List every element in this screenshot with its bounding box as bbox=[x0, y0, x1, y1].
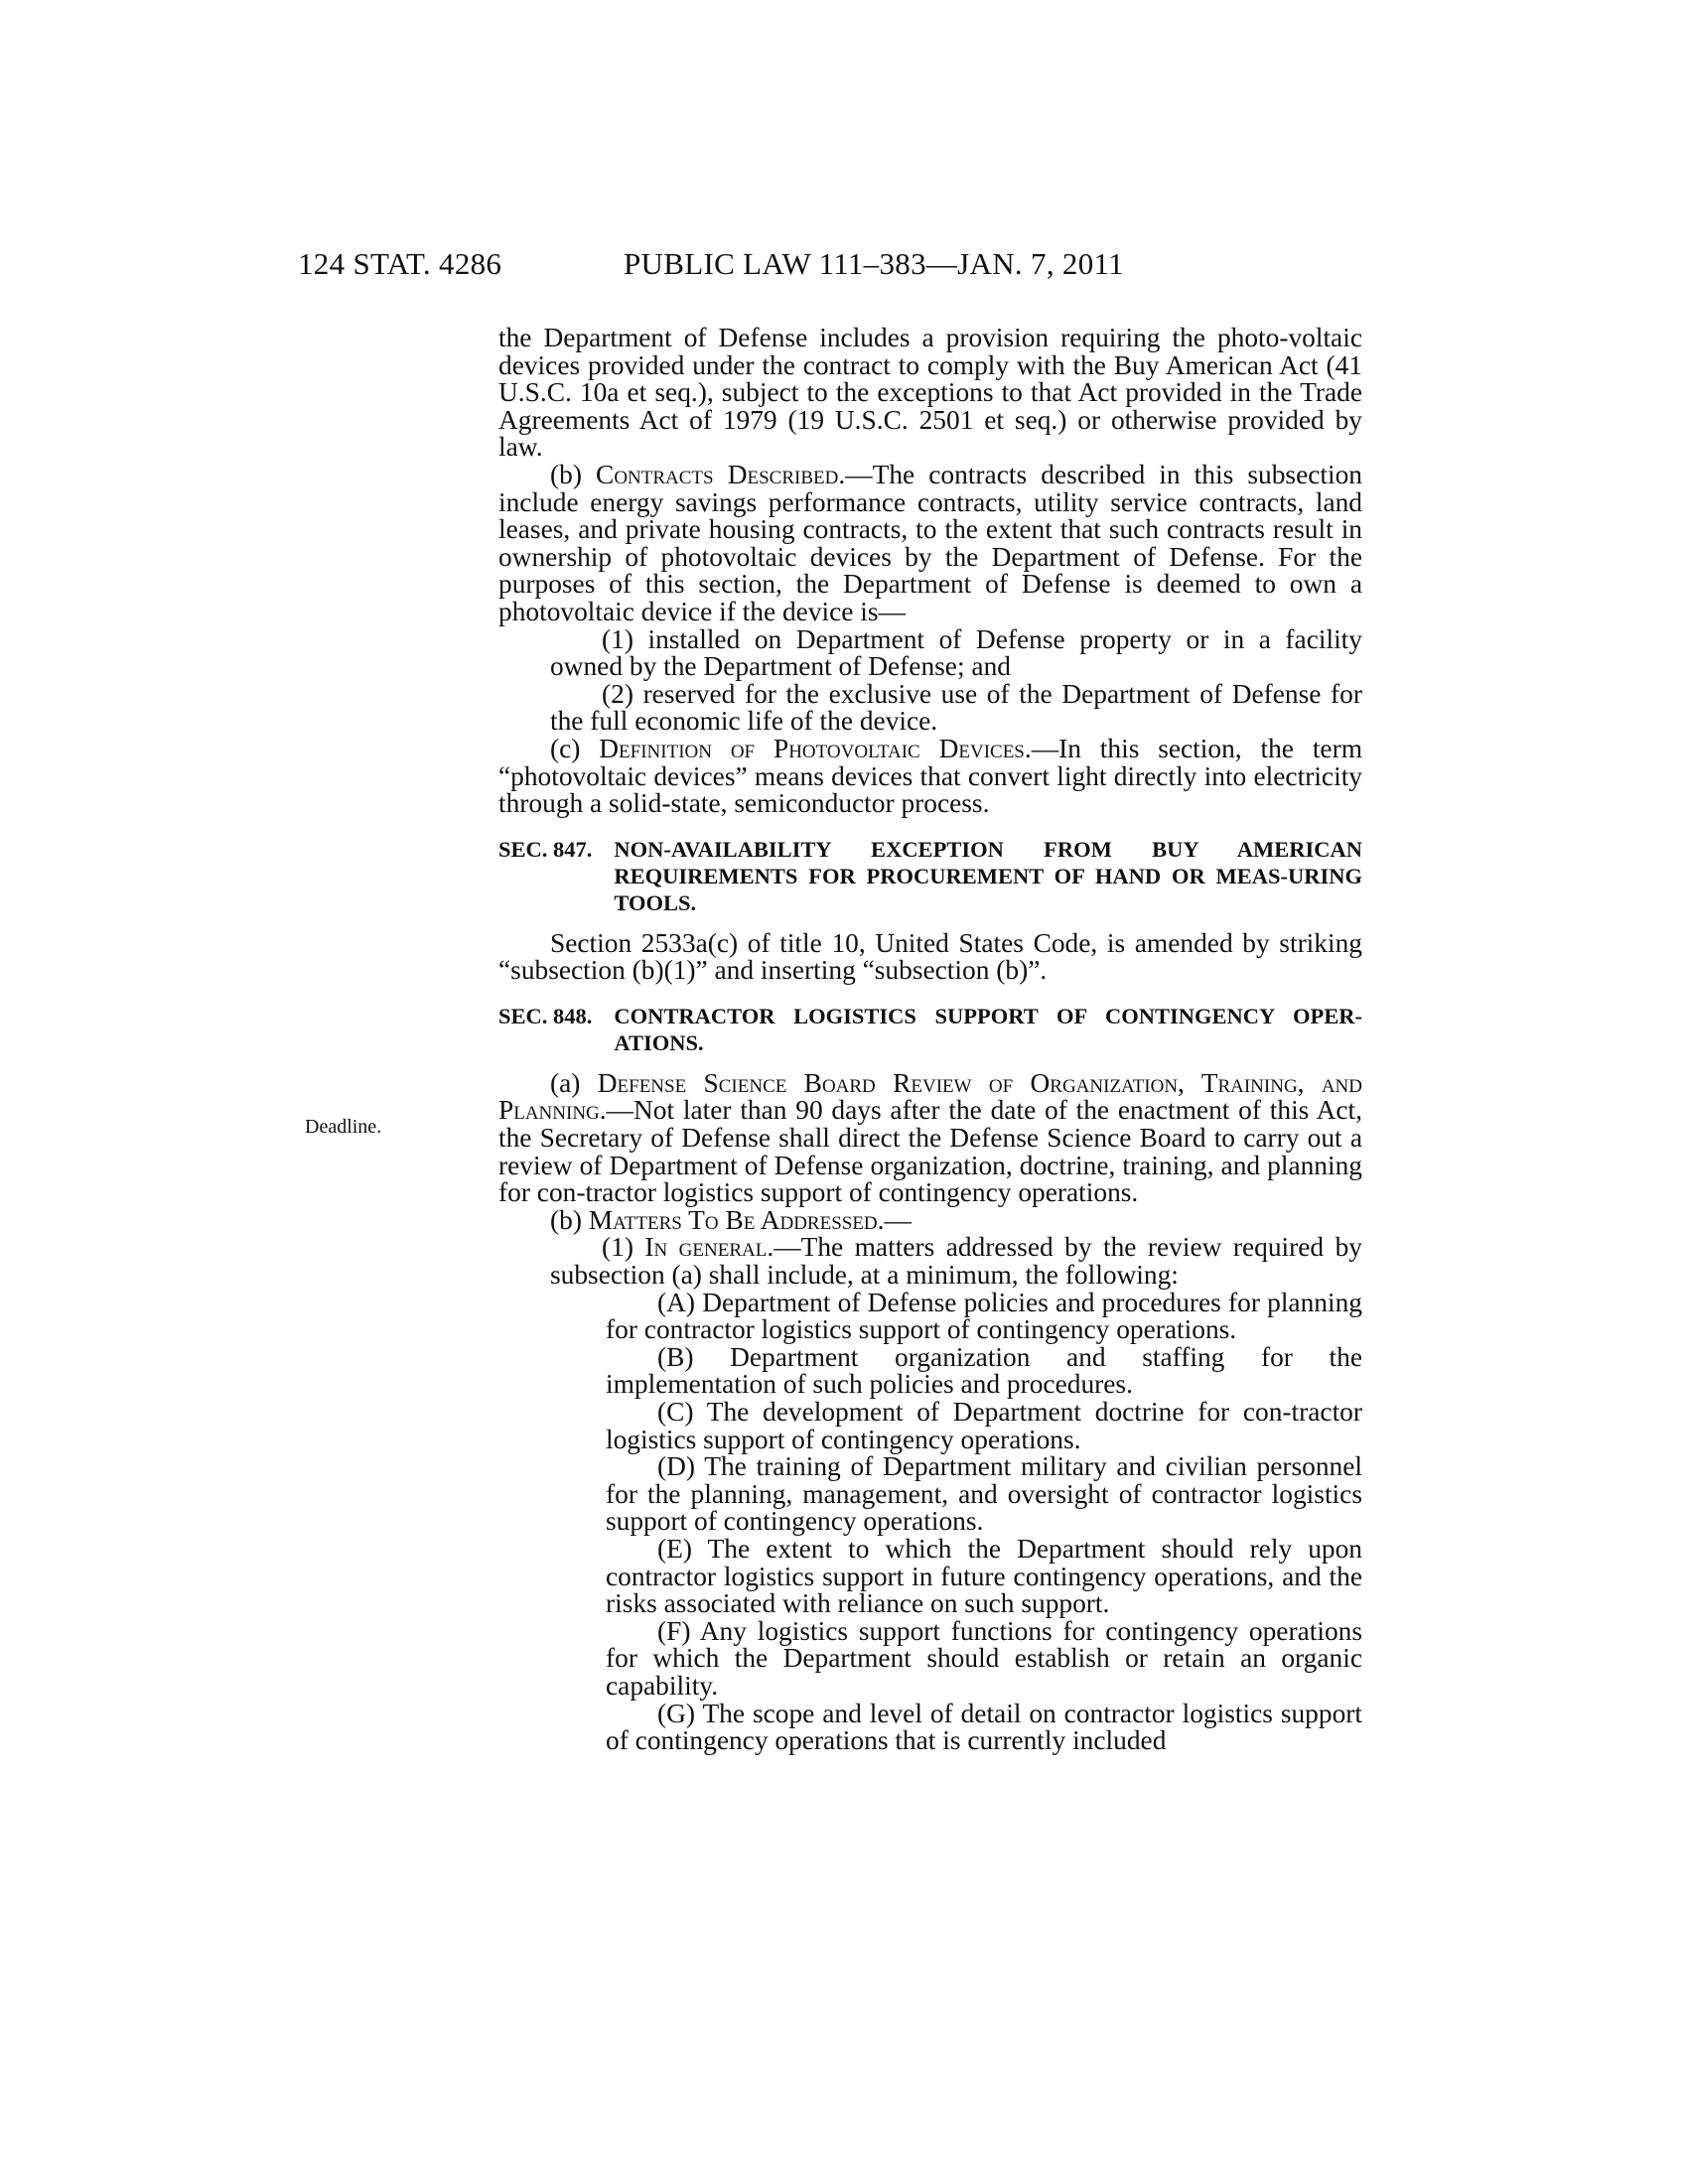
paragraph-text: .—The matters addressed by the review required by subsection (a) shall include, at a minimum, the following: bbox=[550, 1232, 1362, 1291]
subparagraph-f: (F) Any logistics support functions for contingency operations for which the Department should establish or retain an organic capability. bbox=[606, 1615, 1362, 1701]
subsection-label: (b) bbox=[550, 459, 597, 489]
subsection-heading: Defense Science Board Review of Organization, Training, and Planning bbox=[498, 1067, 1363, 1126]
subsection-label: (a) bbox=[550, 1067, 598, 1098]
page-header-title: PUBLIC LAW 111–383—JAN. 7, 2011 bbox=[624, 246, 1124, 281]
subsection-b bbox=[498, 459, 1362, 626]
subsection-heading: Definition of Photovoltaic Devices bbox=[599, 733, 1025, 763]
paragraph-continuation: the Department of Defense includes a provision requiring the photo-voltaic devices provided under the contract to comply with the Buy American Act (41 U.S.C. 10a et seq.), subject to the exceptions to that Act provided in the Trade Agreements Act of 1979 (19 U.S.C. 2501 et seq.) or otherwise provided by law. bbox=[498, 323, 1362, 463]
subsection-label: (b) bbox=[550, 1204, 589, 1235]
subsection-a bbox=[498, 1067, 1363, 1208]
section-title: NON-AVAILABILITY EXCEPTION FROM BUY AMERICAN REQUIREMENTS FOR PROCUREMENT OF HAND OR MEAS-URING TOOLS. bbox=[614, 836, 1362, 915]
subparagraph-b: (B) Department organization and staffing for the implementation of such policies and procedures. bbox=[606, 1341, 1362, 1400]
subsection-label: (c) bbox=[550, 733, 600, 763]
subparagraph-a: (A) Department of Defense policies and procedures for planning for contractor logistics support of contingency operations. bbox=[606, 1287, 1362, 1345]
subsection-text: .—In this section, the term “photovoltaic devices” means devices that convert light directly into electricity through a solid-state, semiconductor process. bbox=[498, 733, 1363, 819]
subsection-heading: Contracts Described bbox=[596, 459, 839, 489]
subsection-text: .—The contracts described in this subsection include energy savings performance contracts, utility service contracts, land leases, and private housing contracts, to the extent that such contracts result in ownership of photovoltaic devices by the Department of Defense. For the purposes of this section, the Department of Defense is deemed to own a photovoltaic device if the device is— bbox=[498, 459, 1362, 626]
subparagraph-c: (C) The development of Department doctrine for con-tractor logistics support of contingency operations. bbox=[606, 1397, 1362, 1454]
section-number: SEC. 848. bbox=[498, 1003, 593, 1028]
document-body bbox=[498, 325, 1362, 1755]
section-847-text: Section 2533a(c) of title 10, United States Code, is amended by striking “subsection (b)(1)” and inserting “subsection (b)”. bbox=[498, 927, 1362, 986]
paragraph-b1-general bbox=[498, 1234, 1362, 1289]
subparagraph-d: (D) The training of Department military and civilian personnel for the planning, management, and oversight of contractor logistics support of contingency operations. bbox=[606, 1451, 1362, 1537]
paragraph-b2: (2) reserved for the exclusive use of the Department of Defense for the full economic life of the device. bbox=[550, 678, 1362, 737]
section-heading-847 bbox=[498, 836, 1362, 916]
subparagraph-e: (E) The extent to which the Department should rely upon contractor logistics support in future contingency operations, and the risks associated with reliance on such support. bbox=[606, 1533, 1362, 1619]
subsection-b-matters bbox=[498, 1204, 1362, 1235]
paragraph-b1: (1) installed on Department of Defense property or in a facility owned by the Department of Defense; and bbox=[550, 623, 1362, 682]
section-number: SEC. 847. bbox=[498, 836, 593, 862]
paragraph-heading: In general bbox=[644, 1232, 768, 1263]
page-stat-number: 124 STAT. 4286 bbox=[298, 246, 502, 281]
subsection-heading: Matters To Be Addressed bbox=[588, 1204, 878, 1235]
paragraph-label: (1) bbox=[602, 1232, 645, 1263]
section-title: CONTRACTOR LOGISTICS SUPPORT OF CONTINGENCY OPER-ATIONS. bbox=[614, 1003, 1362, 1055]
section-heading-848 bbox=[498, 1003, 1362, 1056]
margin-note-deadline: Deadline. bbox=[305, 1116, 382, 1138]
subparagraph-g: (G) The scope and level of detail on contractor logistics support of contingency operations that is currently included bbox=[606, 1698, 1362, 1756]
subsection-c bbox=[498, 733, 1363, 819]
subsection-text: .—Not later than 90 days after the date of the enactment of this Act, the Secretary of Defense shall direct the Defense Science Board to carry out a review of Department of Defense organization, doctrine, training, and planning for con-tractor logistics support of contingency operations. bbox=[498, 1095, 1362, 1208]
subsection-text: .— bbox=[877, 1204, 912, 1235]
